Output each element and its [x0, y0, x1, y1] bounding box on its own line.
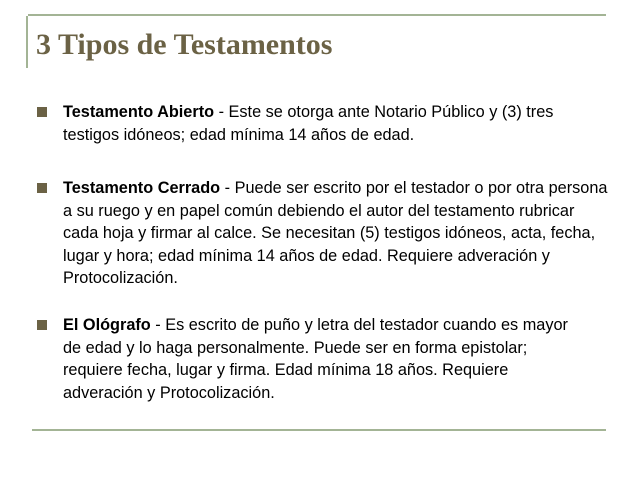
top-divider: [28, 14, 606, 16]
bullet-description: - Este se otorga ante Notario Público y (3) tres testigos idóneos; edad mínima 14 años de edad.: [63, 103, 554, 144]
square-bullet-icon: [37, 183, 47, 193]
bullet-text: [63, 177, 611, 290]
square-bullet-icon: [37, 320, 47, 330]
slide-title: 3 Tipos de Testamentos: [36, 28, 333, 61]
bottom-divider: [32, 429, 606, 431]
bullet-description: - Es escrito de puño y letra del testador cuando es mayor de edad y lo haga personalmente. Puede ser en forma epistolar; requiere fecha, lugar y firma. Edad mínima 18 años. Requiere adveración y Protocolización.: [63, 316, 568, 402]
bullet-description: - Puede ser escrito por el testador o por otra persona a su ruego y en papel común debiendo el autor del testamento rubricar cada hoja y firmar al calce. Se necesitan (5) testigos idóneos, acta, fecha, lugar y hora; edad mínima 14 años de edad. Requiere adveración y Protocolización.: [63, 179, 608, 287]
square-bullet-icon: [37, 107, 47, 117]
bullet-text: [63, 314, 573, 404]
bullet-text: [63, 101, 613, 146]
bullet-term: Testamento Cerrado: [63, 179, 221, 197]
bullet-term: El Ológrafo: [63, 316, 151, 334]
bullet-term: Testamento Abierto: [63, 103, 215, 121]
title-accent-bar: [26, 16, 28, 68]
